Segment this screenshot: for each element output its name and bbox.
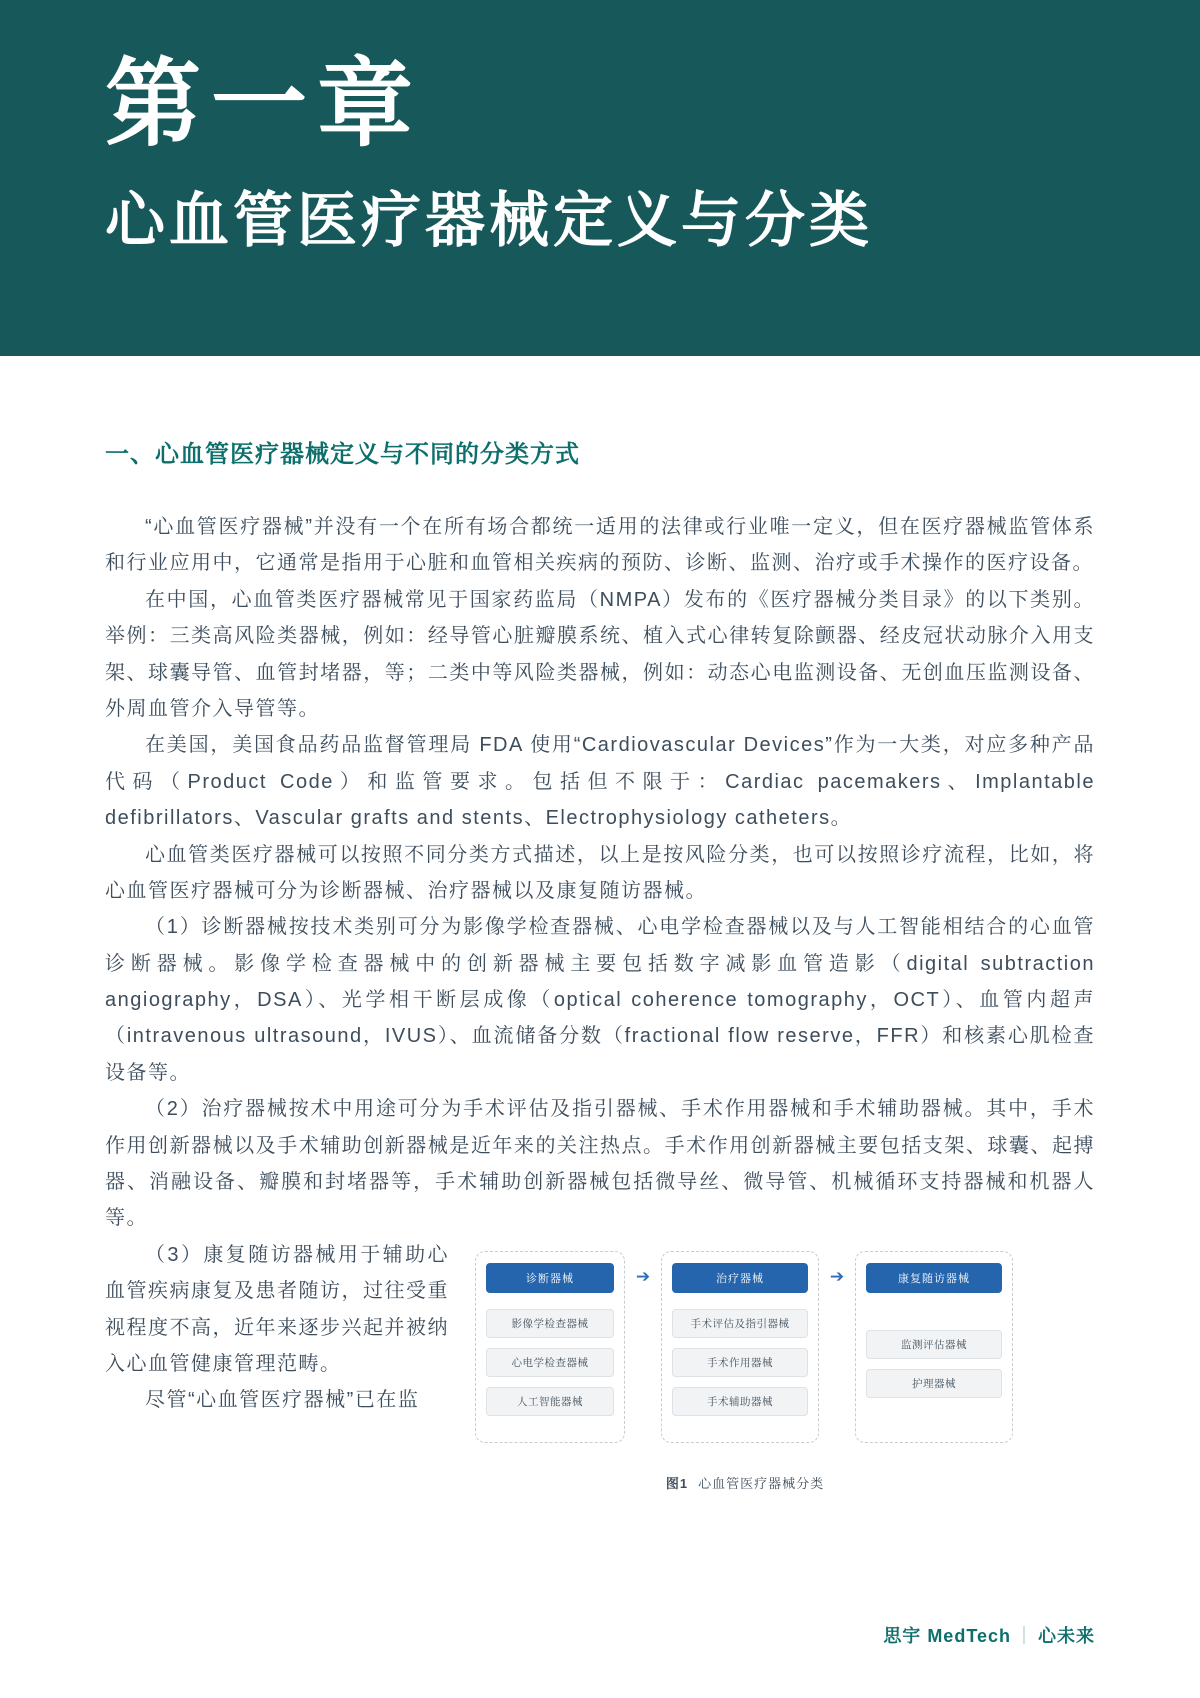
paragraph-continuation: 尽管“心血管医疗器械”已在监 bbox=[145, 1389, 420, 1412]
figure-column-items bbox=[486, 1309, 614, 1416]
page-footer bbox=[883, 1622, 1095, 1648]
figure-caption bbox=[475, 1473, 1015, 1492]
chapter-number: 第一章 bbox=[105, 51, 423, 158]
paragraph-usa-fda: 在美国，美国食品药品监督管理局 FDA 使用“Cardiovascular Devices”作为一大类，对应多种产品代码（Product Code）和监管要求。包括但不限于：Cardiac pacemakers、Implantable defibrillators、Vascular grafts and stents、Electrophysiology catheters。 bbox=[105, 734, 1095, 830]
figure-item: 影像学检查器械 bbox=[486, 1309, 614, 1338]
paragraph-treatment-devices: （2）治疗器械按术中用途可分为手术评估及指引器械、手术作用器械和手术辅助器械。其中，手术作用创新器械以及手术辅助创新器械是近年来的关注热点。手术作用创新器械主要包括支架、球囊、起搏器、消融设备、瓣膜和封堵器等，手术辅助创新器械包括微导丝、微导管、机械循环支持器械和机器人等。 bbox=[105, 1098, 1095, 1230]
footer-tagline: 心未来 bbox=[1038, 1626, 1095, 1646]
paragraph-rehab-devices: （3）康复随访器械用于辅助心血管疾病康复及患者随访，过往受重视程度不高，近年来逐步兴起并被纳入心血管健康管理范畴。 bbox=[105, 1243, 449, 1375]
figure-item: 心电学检查器械 bbox=[486, 1348, 614, 1377]
arrow-right-icon: ➔ bbox=[829, 1266, 845, 1286]
figure-column-diagnostic bbox=[475, 1251, 625, 1443]
figure-caption-text: 心血管医疗器械分类 bbox=[698, 1475, 825, 1491]
paragraph-diagnostic-devices: （1）诊断器械按技术类别可分为影像学检查器械、心电学检查器械以及与人工智能相结合的心血管诊断器械。影像学检查器械中的创新器械主要包括数字减影血管造影（digital subtraction angiography，DSA）、光学相干断层成像（optical coherence tomography，OCT）、血管内超声（intravenous ultrasound，IVUS）、血流储备分数（fractional flow reserve，FFR）和核素心肌检查设备等。 bbox=[105, 916, 1095, 1084]
figure-device-classification bbox=[475, 1251, 1095, 1492]
figure-item: 人工智能器械 bbox=[486, 1387, 614, 1416]
figure-item: 手术评估及指引器械 bbox=[672, 1309, 808, 1338]
paragraph-classification-methods: 心血管类医疗器械可以按照不同分类方式描述，以上是按风险分类，也可以按照诊疗流程，比如，将心血管医疗器械可分为诊断器械、治疗器械以及康复随访器械。 bbox=[105, 843, 1095, 902]
figure-column-header: 诊断器械 bbox=[486, 1263, 614, 1293]
figure-item: 监测评估器械 bbox=[866, 1330, 1002, 1359]
footer-separator: ｜ bbox=[1015, 1626, 1034, 1646]
figure-column-rehab-followup bbox=[855, 1251, 1013, 1443]
paragraph-china-nmpa: 在中国，心血管类医疗器械常见于国家药监局（NMPA）发布的《医疗器械分类目录》的以下类别。举例：三类高风险类器械，例如：经导管心脏瓣膜系统、植入式心律转复除颤器、经皮冠状动脉介入用支架、球囊导管、血管封堵器，等；二类中等风险类器械，例如：动态心电监测设备、无创血压监测设备、外周血管介入导管等。 bbox=[105, 588, 1095, 720]
figure-column-header: 治疗器械 bbox=[672, 1263, 808, 1293]
chapter-banner bbox=[0, 0, 1200, 356]
figure-caption-label: 图1 bbox=[665, 1475, 689, 1491]
figure-column-items bbox=[672, 1309, 808, 1416]
arrow-right-icon: ➔ bbox=[635, 1266, 651, 1286]
figure-column-treatment bbox=[661, 1251, 819, 1443]
figure-column-items bbox=[866, 1297, 1002, 1431]
chapter-title: 心血管医疗器械定义与分类 bbox=[105, 186, 873, 254]
figure-item: 手术辅助器械 bbox=[672, 1387, 808, 1416]
text-figure-wrap-zone bbox=[105, 1237, 1095, 1491]
section-heading: 一、心血管医疗器械定义与不同的分类方式 bbox=[105, 441, 580, 468]
figure-item: 手术作用器械 bbox=[672, 1348, 808, 1377]
figure-flow-diagram bbox=[475, 1251, 1015, 1443]
footer-brand: 思宇 MedTech bbox=[883, 1626, 1011, 1646]
paragraph-definition: “心血管医疗器械”并没有一个在所有场合都统一适用的法律或行业唯一定义，但在医疗器械监管体系和行业应用中，它通常是指用于心脏和血管相关疾病的预防、诊断、监测、治疗或手术操作的医疗设备。 bbox=[105, 516, 1095, 575]
figure-item: 护理器械 bbox=[866, 1369, 1002, 1398]
figure-column-header: 康复随访器械 bbox=[866, 1263, 1002, 1293]
page-content bbox=[0, 356, 1200, 1491]
